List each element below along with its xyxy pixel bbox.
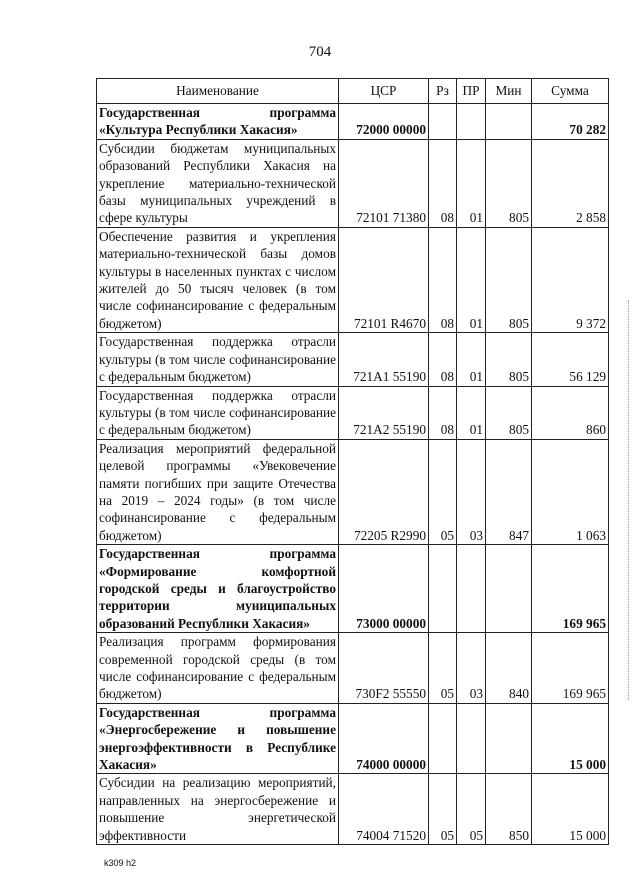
row-sum: 169 965: [532, 633, 609, 704]
row-rz: 08: [429, 386, 457, 439]
row-sum: 15 000: [532, 703, 609, 774]
row-pr: 03: [457, 633, 486, 704]
row-name: Государственная поддержка отрасли культуры (в том числе софинансирование с федеральным бюджетом): [97, 386, 339, 439]
row-sum: 2 858: [532, 139, 609, 227]
row-pr: [457, 545, 486, 633]
row-rz: 08: [429, 139, 457, 227]
row-min: 805: [486, 386, 532, 439]
row-min: [486, 545, 532, 633]
row-sum: 169 965: [532, 545, 609, 633]
row-csr: 721A2 55190: [339, 386, 429, 439]
row-min: [486, 104, 532, 140]
row-pr: [457, 104, 486, 140]
row-pr: 03: [457, 439, 486, 544]
row-name: Субсидии бюджетам муниципальных образований Республики Хакасия на укрепление материально-технической базы муниципальных учреждений в сфере культуры: [97, 139, 339, 227]
header-rz: Рз: [429, 79, 457, 104]
row-csr: 73000 00000: [339, 545, 429, 633]
row-rz: 08: [429, 333, 457, 386]
row-sum: 860: [532, 386, 609, 439]
row-min: 805: [486, 333, 532, 386]
footer-code: k309 h2: [104, 858, 137, 868]
row-name: Субсидии на реализацию мероприятий, направленных на энергосбережение и повышение энергетической эффективности: [97, 774, 339, 845]
row-name: Государственная программа «Формирование комфортной городской среды и благоустройство территории муниципальных образований Республики Хакасия»: [97, 545, 339, 633]
table-row: [97, 633, 609, 704]
table-row: [97, 439, 609, 544]
row-pr: 01: [457, 139, 486, 227]
row-pr: 01: [457, 386, 486, 439]
page-number: 704: [308, 44, 332, 60]
row-pr: 05: [457, 774, 486, 845]
row-rz: 05: [429, 439, 457, 544]
row-name: Обеспечение развития и укрепления материально-технической базы домов культуры в населенных пунктах с числом жителей до 50 тысяч человек (в том числе софинансирование с федеральным бюджетом): [97, 227, 339, 332]
header-sum: Сумма: [532, 79, 609, 104]
row-rz: 05: [429, 774, 457, 845]
table-row: [97, 333, 609, 386]
row-csr: 74000 00000: [339, 703, 429, 774]
table-row-program-urban: [97, 545, 609, 633]
row-name: Государственная программа «Культура Республики Хакасия»: [97, 104, 339, 140]
row-pr: 01: [457, 333, 486, 386]
row-rz: [429, 545, 457, 633]
row-sum: 70 282: [532, 104, 609, 140]
table-row-program-culture: [97, 104, 609, 140]
row-csr: 72101 71380: [339, 139, 429, 227]
row-csr: 730F2 55550: [339, 633, 429, 704]
table-row: [97, 774, 609, 845]
table-header-row: [97, 79, 609, 104]
row-min: 805: [486, 227, 532, 332]
row-name: Реализация мероприятий федеральной целевой программы «Увековечение памяти погибших при защите Отечества на 2019 – 2024 годы» (в том числе софинансирование с федеральным бюджетом): [97, 439, 339, 544]
row-csr: 721A1 55190: [339, 333, 429, 386]
row-min: [486, 703, 532, 774]
table-row-program-energy: [97, 703, 609, 774]
row-csr: 72000 00000: [339, 104, 429, 140]
row-pr: [457, 703, 486, 774]
row-name: Государственная поддержка отрасли культуры (в том числе софинансирование с федеральным бюджетом): [97, 333, 339, 386]
budget-table: [96, 78, 609, 845]
scan-edge-mark: [628, 300, 630, 700]
row-rz: [429, 703, 457, 774]
row-sum: 15 000: [532, 774, 609, 845]
row-csr: 74004 71520: [339, 774, 429, 845]
row-rz: 08: [429, 227, 457, 332]
header-min: Мин: [486, 79, 532, 104]
row-rz: 05: [429, 633, 457, 704]
row-min: 850: [486, 774, 532, 845]
table-row: [97, 227, 609, 332]
table-row: [97, 139, 609, 227]
row-sum: 1 063: [532, 439, 609, 544]
row-pr: 01: [457, 227, 486, 332]
row-rz: [429, 104, 457, 140]
row-min: 840: [486, 633, 532, 704]
table-row: [97, 386, 609, 439]
row-min: 805: [486, 139, 532, 227]
row-csr: 72101 R4670: [339, 227, 429, 332]
row-name: Реализация программ формирования современной городской среды (в том числе софинансирование с федеральным бюджетом): [97, 633, 339, 704]
row-min: 847: [486, 439, 532, 544]
header-name: Наименование: [97, 79, 339, 104]
header-csr: ЦСР: [339, 79, 429, 104]
header-pr: ПР: [457, 79, 486, 104]
row-sum: 56 129: [532, 333, 609, 386]
row-csr: 72205 R2990: [339, 439, 429, 544]
row-name: Государственная программа «Энергосбережение и повышение энергоэффективности в Республике Хакасия»: [97, 703, 339, 774]
row-sum: 9 372: [532, 227, 609, 332]
